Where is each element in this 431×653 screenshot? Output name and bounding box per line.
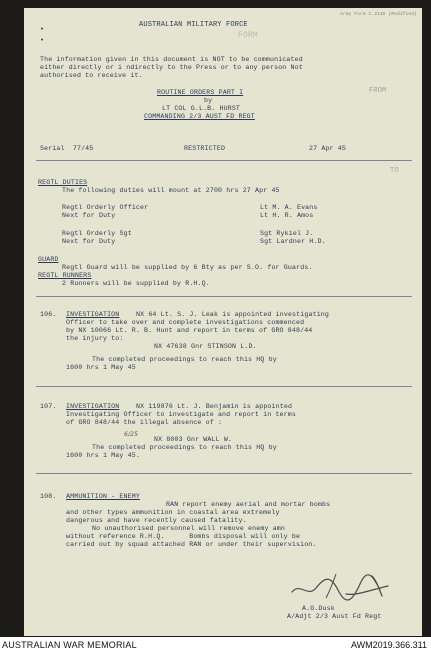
signatory-name: A.G.Dusk: [302, 605, 335, 612]
regtl-duties-heading: REGTL DUTIES: [38, 179, 88, 186]
item-text: RAN report enemy aerial and mortar bombs: [166, 501, 331, 508]
divider: [36, 160, 412, 161]
signatory-title: A/Adjt 2/3 Aust Fd Regt: [287, 613, 382, 620]
warning-line-1: The information given in this document is NOT to be communicated: [40, 56, 303, 63]
item-text: dangerous and have recently caused fatality.: [66, 517, 247, 524]
from-label: FROM: [369, 87, 387, 95]
archive-reference: AWM2019.366.311: [350, 640, 427, 650]
item-number: 107.: [40, 403, 57, 410]
faint-stamp: FORM: [238, 31, 258, 40]
item-heading: INVESTIGATION: [66, 311, 120, 318]
title-line-3: LT COL G.L.B. HURST: [162, 105, 241, 112]
runners-heading: REGTL RUNNERS: [38, 272, 92, 279]
serial-number: Serial 77/45: [40, 145, 94, 152]
form-stamp: Army Form C.2136 (Modified): [340, 12, 417, 17]
item-text: carried out by squad attached RAN or under their supervision.: [66, 541, 317, 548]
duty-role: Next for Duty: [62, 238, 116, 245]
archive-footer: [0, 637, 431, 653]
item-text: and other types ammunition in coastal area extremely: [66, 509, 280, 516]
classification: RESTRICTED: [184, 145, 226, 152]
title-line-4: COMMANDING 2/3 AUST FD REGT: [144, 113, 255, 120]
regtl-duties-intro: The following duties will mount at 2700 hrs 27 Apr 45: [62, 187, 280, 194]
divider: [36, 386, 412, 387]
item-heading: INVESTIGATION: [66, 403, 120, 410]
duty-name: Lt M. A. Evans: [260, 204, 318, 211]
item-number: 106.: [40, 311, 57, 318]
duty-name: Sgt Lardner H.D.: [260, 238, 326, 245]
duty-role: Regtl Orderly Officer: [62, 204, 149, 211]
item-text: No unauthorised personnel will remove enemy amn: [92, 525, 286, 532]
title-line-2: by: [204, 97, 213, 104]
item-text: The completed proceedings to reach this HQ by: [92, 444, 277, 451]
warning-line-2: either directly or i ndirectly to the Press or to any person Not: [40, 64, 303, 71]
punch-mark: •: [40, 26, 45, 34]
letterhead: AUSTRALIAN MILITARY FORCE: [139, 21, 248, 29]
duty-role: Next for Duty: [62, 212, 116, 219]
item-text: NX 119876 Lt. J. Benjamin is appointed: [136, 403, 293, 410]
archive-name: AUSTRALIAN WAR MEMORIAL: [2, 640, 137, 650]
divider: [36, 473, 412, 474]
item-text: 1600 hrs 1 May 45: [66, 364, 136, 371]
divider: [36, 296, 412, 297]
item-text: the injury to:: [66, 335, 124, 342]
duty-name: Lt H. R. Amos: [260, 212, 314, 219]
document-page: [24, 8, 422, 636]
pencil-annotation: 6/25: [124, 431, 139, 438]
to-label: TO: [390, 167, 399, 175]
item-text: 1600 hrs 1 May 45.: [66, 452, 140, 459]
item-heading: AMMUNITION - ENEMY: [66, 493, 140, 500]
item-text: NX 64 Lt. S. J. Leak is appointed investigating: [136, 311, 330, 318]
item-text: NX 47638 Gnr STINSON L.D.: [154, 343, 257, 350]
handwritten-signature: [286, 568, 396, 608]
item-text: without reference R.H.Q. Bombs disposal will only be: [66, 533, 301, 540]
punch-mark: •: [40, 37, 45, 45]
item-text: of GRO 848/44 the illegal absence of :: [66, 419, 223, 426]
item-number: 108.: [40, 493, 57, 500]
item-text: Officer to take over and complete investigations commenced: [66, 319, 305, 326]
duty-name: Sgt Rykiel J.: [260, 230, 314, 237]
warning-line-3: authorised to receive it.: [40, 72, 143, 79]
item-text: Investigating Officer to investigate and report in terms: [66, 411, 296, 418]
item-text: The completed proceedings to reach this HQ by: [92, 356, 277, 363]
title-line-1: ROUTINE ORDERS PART I: [157, 89, 244, 96]
duty-role: Regtl Orderly Sgt: [62, 230, 132, 237]
guard-text: Regtl Guard will be supplied by 6 Bty as per S.O. for Guards.: [62, 264, 313, 271]
item-text: by NX 10066 Lt. R. B. Hunt and report in terms of GRO 848/44: [66, 327, 313, 334]
guard-heading: GUARD: [38, 256, 59, 263]
item-text: NX 8003 Gnr WALL W.: [154, 436, 233, 443]
order-date: 27 Apr 45: [309, 145, 346, 152]
runners-text: 2 Runners will be supplied by R.H.Q.: [62, 280, 210, 287]
